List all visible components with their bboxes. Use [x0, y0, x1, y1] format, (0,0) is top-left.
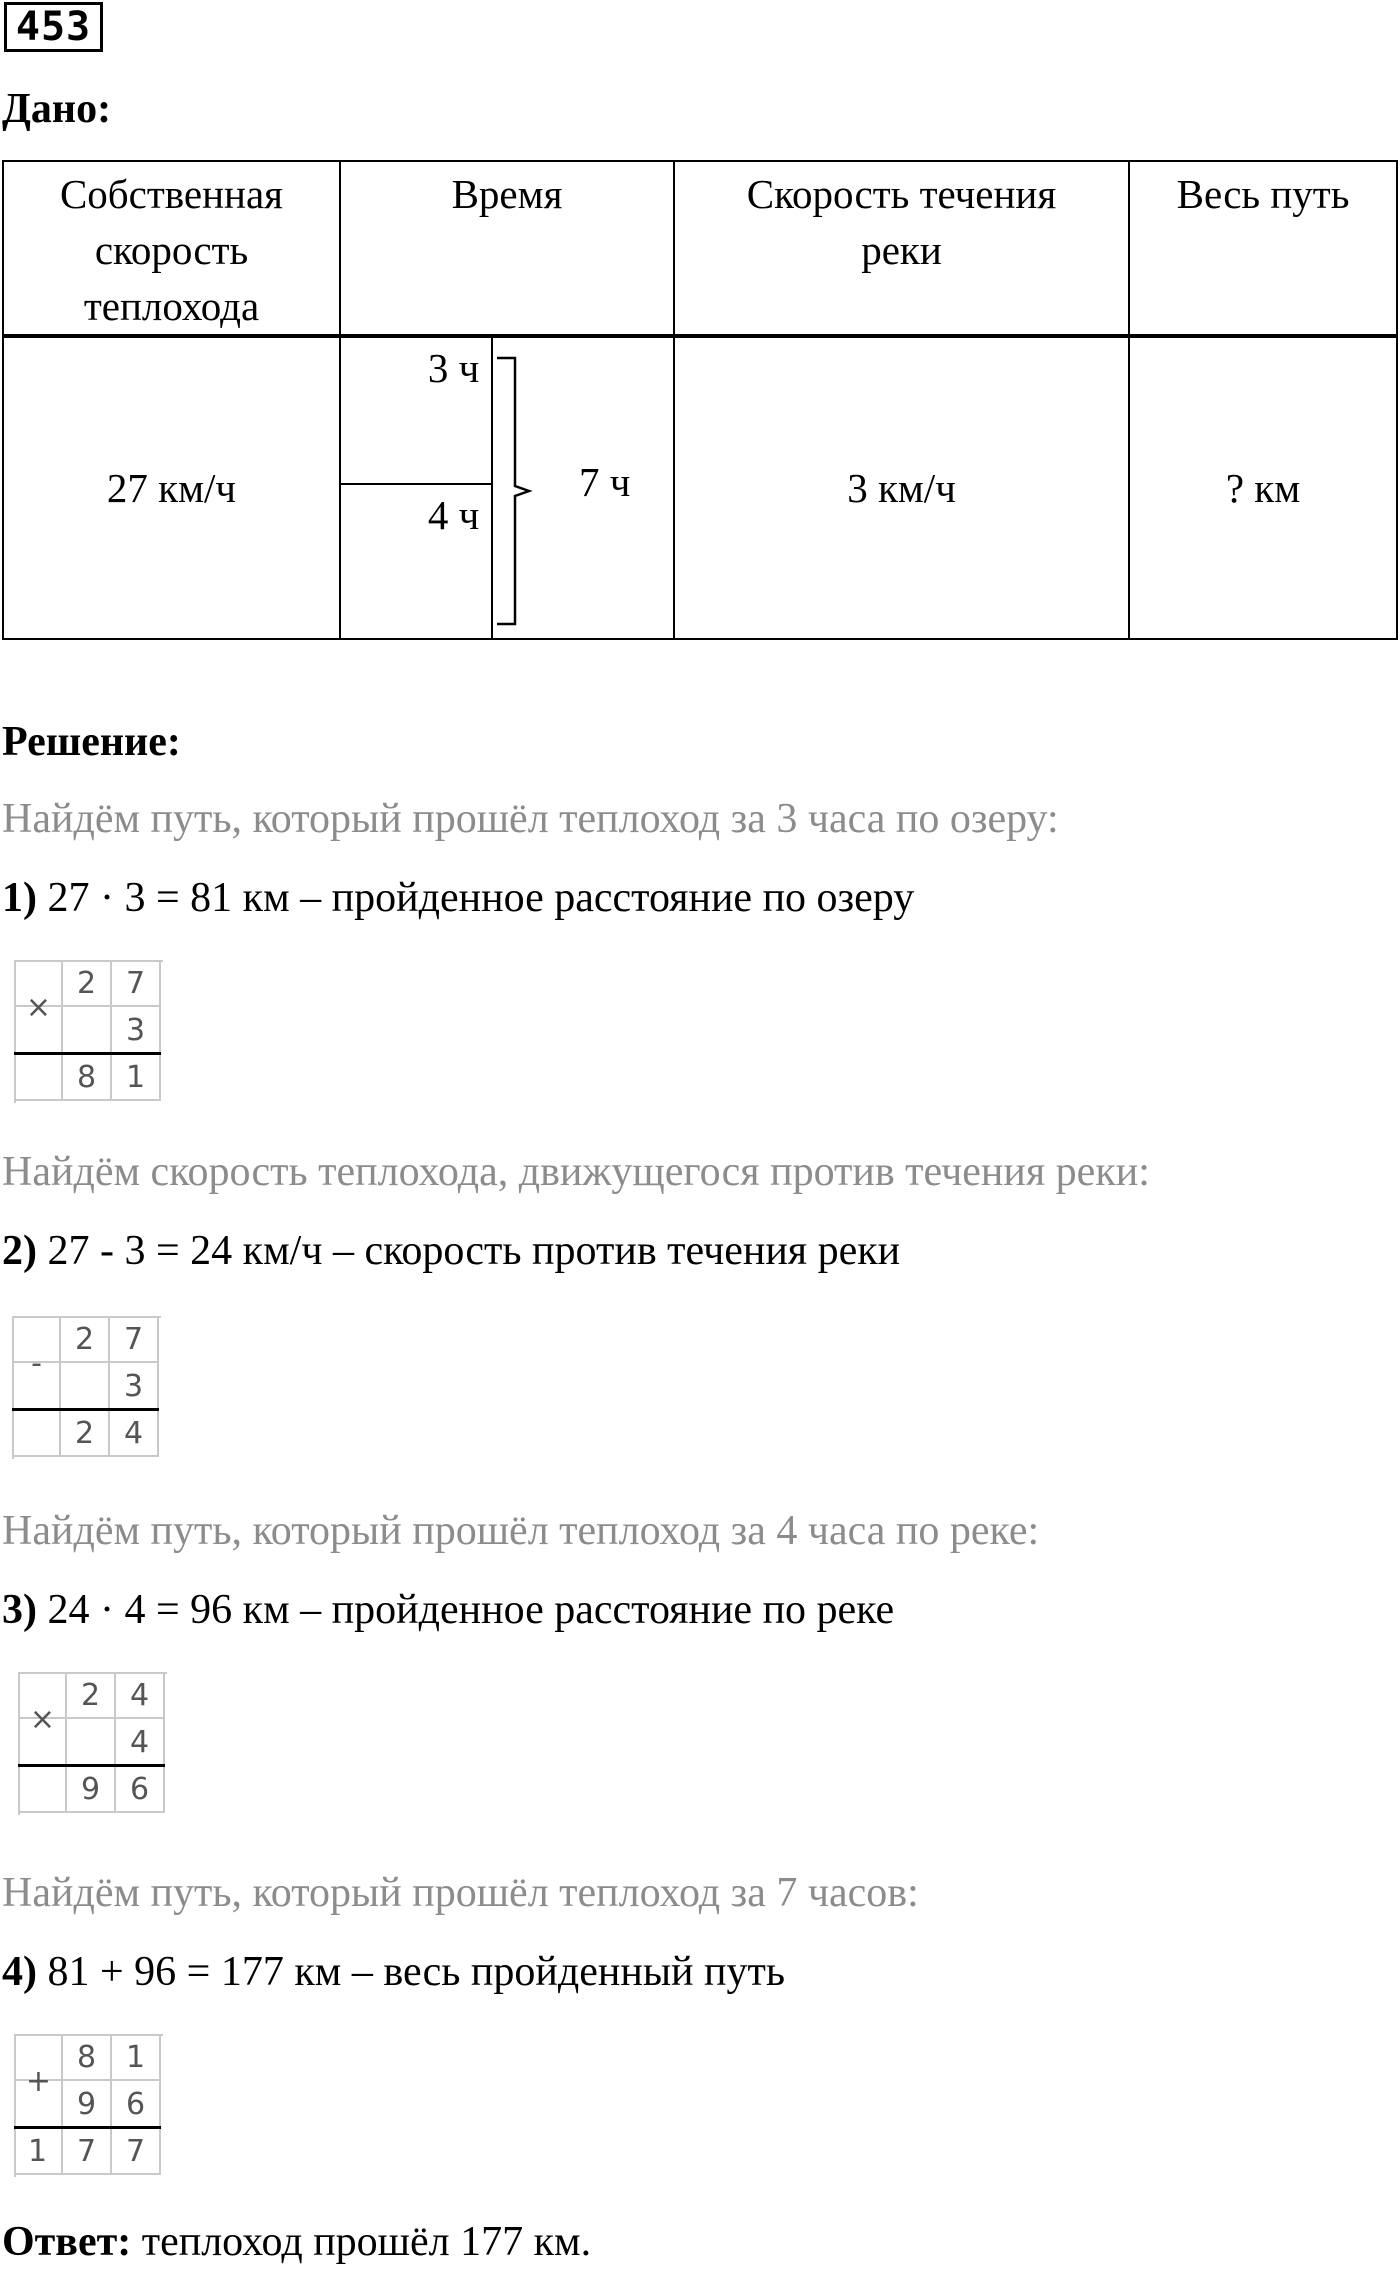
digit-cell: [18, 1766, 67, 1813]
value-time-river: 4 ч: [427, 492, 480, 538]
digit-cell: 8: [63, 1054, 112, 1101]
value-own-speed: 27 км/ч: [3, 337, 340, 639]
digit-cell: 4: [116, 1719, 165, 1766]
digit-cell: [63, 1007, 112, 1054]
digit-cell: [12, 1410, 61, 1457]
value-time-split: [340, 337, 492, 639]
step-1-comment: Найдём путь, который прошёл теплоход за 3 часа по озеру:: [2, 796, 1059, 842]
step-4-number: 4): [2, 1949, 37, 1995]
value-total-distance: ? км: [1129, 337, 1397, 639]
operator-sign: +: [25, 2063, 52, 2099]
task-number: 453: [4, 2, 103, 52]
step-1-expression: 27 · 3 = 81 км – пройденное расстояние по озеру: [47, 875, 915, 921]
digit-cell: 6: [116, 1766, 165, 1813]
solution-heading: Решение:: [2, 719, 181, 765]
answer-text: теплоход прошёл 177 км.: [141, 2219, 592, 2265]
digit-cell: 7: [112, 2128, 161, 2175]
step-2-number: 2): [2, 1228, 37, 1274]
step-2-comment: Найдём скорость теплохода, движущегося против течения реки:: [2, 1149, 1150, 1195]
digit-cell: 6: [112, 2081, 161, 2128]
step-3-line: [2, 1586, 894, 1634]
digit-cell: 3: [110, 1363, 159, 1410]
step-3-expression: 24 · 4 = 96 км – пройденное расстояние по реке: [47, 1587, 895, 1633]
header-own-speed: Собственная скорость теплохода: [3, 161, 340, 335]
operator-sign: ×: [25, 989, 52, 1025]
value-time-lake: 3 ч: [341, 338, 491, 485]
digit-cell: 7: [110, 1316, 159, 1363]
digit-cell: [67, 1719, 116, 1766]
digit-cell: 3: [112, 1007, 161, 1054]
digit-cell: 4: [116, 1672, 165, 1719]
answer-label: Ответ:: [2, 2219, 132, 2265]
digit-cell: 2: [63, 960, 112, 1007]
step-3-comment: Найдём путь, который прошёл теплоход за 4 часа по реке:: [2, 1508, 1040, 1554]
digit-cell: [61, 1363, 110, 1410]
header-total-distance: Весь путь: [1129, 161, 1397, 335]
given-table: [2, 160, 1398, 640]
digit-cell: 8: [63, 2034, 112, 2081]
result-rule: [14, 1052, 161, 1055]
digit-cell: 7: [63, 2128, 112, 2175]
step-3-number: 3): [2, 1587, 37, 1633]
header-current-speed: Скорость течения реки: [674, 161, 1129, 335]
step-4-expression: 81 + 96 = 177 км – весь пройденный путь: [47, 1949, 786, 1995]
digit-cell: 2: [61, 1316, 110, 1363]
digit-cell: 2: [61, 1410, 110, 1457]
digit-cell: 9: [63, 2081, 112, 2128]
digit-cell: 1: [112, 2034, 161, 2081]
step-4-line: [2, 1948, 785, 1996]
operator-sign: ×: [29, 1701, 56, 1737]
given-heading: Дано:: [2, 86, 112, 132]
digit-cell: 1: [14, 2128, 63, 2175]
step-2-expression: 27 - 3 = 24 км/ч – скорость против течения реки: [47, 1228, 901, 1274]
digit-cell: [14, 1054, 63, 1101]
header-time: Время: [340, 161, 674, 335]
value-time-total-cell: [492, 337, 674, 639]
digit-cell: 2: [67, 1672, 116, 1719]
digit-cell: 4: [110, 1410, 159, 1457]
digit-cell: 9: [67, 1766, 116, 1813]
result-rule: [12, 1408, 159, 1411]
digit-cell: 7: [112, 960, 161, 1007]
value-current-speed: 3 км/ч: [674, 337, 1129, 639]
answer-line: [2, 2218, 591, 2266]
value-time-total: 7 ч: [579, 459, 631, 505]
step-4-comment: Найдём путь, который прошёл теплоход за 7 часов:: [2, 1870, 919, 1916]
digit-cell: 1: [112, 1054, 161, 1101]
given-header-row: [3, 161, 1397, 335]
operator-sign: -: [31, 1345, 42, 1381]
result-rule: [14, 2126, 161, 2129]
brace-icon: [495, 356, 535, 626]
step-2-line: [2, 1227, 900, 1275]
result-rule: [18, 1764, 165, 1767]
step-1-line: [2, 874, 914, 922]
given-values-row: [3, 337, 1397, 639]
step-1-number: 1): [2, 875, 37, 921]
